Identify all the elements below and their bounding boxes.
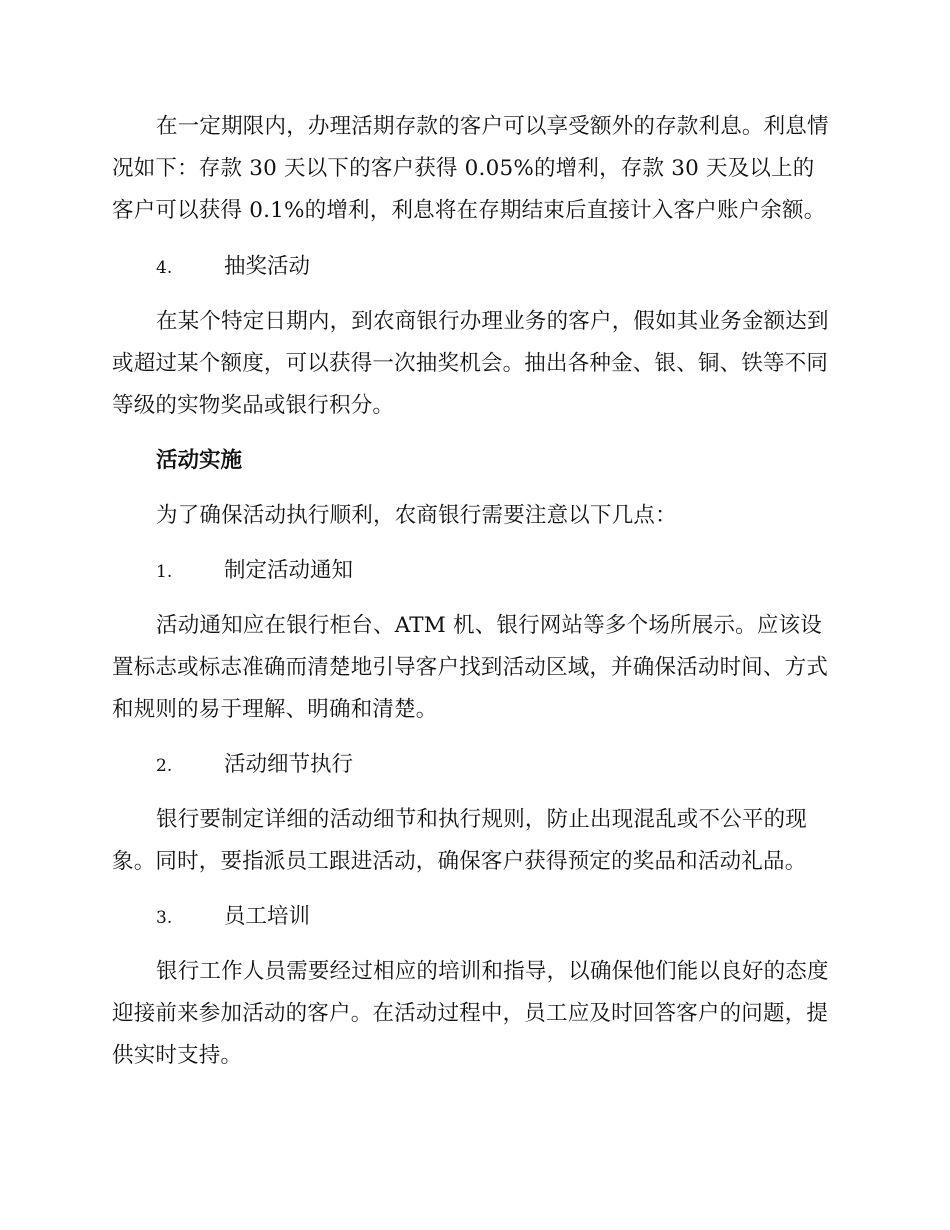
paragraph-intro: 为了确保活动执行顺利，农商银行需要注意以下几点： xyxy=(156,503,677,528)
list-number: 2. xyxy=(156,756,173,776)
list-item-details xyxy=(156,744,353,786)
list-number: 1. xyxy=(156,562,173,582)
list-label: 活动细节执行 xyxy=(224,752,354,777)
paragraph-details: 银行要制定详细的活动细节和执行规则，防止出现混乱或不公平的现象。同时，要指派员工跟进活动，确保客户获得预定的奖品和活动礼品。 xyxy=(112,807,808,874)
list-label: 制定活动通知 xyxy=(224,558,354,583)
list-number: 3. xyxy=(156,908,173,928)
list-item-notice xyxy=(156,550,353,592)
list-label: 抽奖活动 xyxy=(224,254,311,279)
list-item-training xyxy=(156,896,310,938)
paragraph-interest: 在一定期限内，办理活期存款的客户可以享受额外的存款利息。利息情况如下：存款 30 天以下的客户获得 0.05%的增利，存款 30 天及以上的客户可以获得 0.1%的增利，利息将在存期结束后直接计入客户账户余额。 xyxy=(112,114,829,223)
list-item-lottery xyxy=(156,246,310,288)
list-label: 员工培训 xyxy=(224,904,311,929)
paragraph-lottery: 在某个特定日期内，到农商银行办理业务的客户，假如其业务金额达到或超过某个额度，可以获得一次抽奖机会。抽出各种金、银、铜、铁等不同等级的实物奖品或银行积分。 xyxy=(112,309,829,418)
list-number: 4. xyxy=(156,258,173,278)
section-heading: 活动实施 xyxy=(156,448,243,473)
paragraph-training: 银行工作人员需要经过相应的培训和指导，以确保他们能以良好的态度迎接前来参加活动的客户。在活动过程中，员工应及时回答客户的问题，提供实时支持。 xyxy=(112,959,829,1068)
paragraph-notice: 活动通知应在银行柜台、ATM 机、银行网站等多个场所展示。应该设置标志或标志准确而清楚地引导客户找到活动区域，并确保活动时间、方式和规则的易于理解、明确和清楚。 xyxy=(112,613,829,722)
